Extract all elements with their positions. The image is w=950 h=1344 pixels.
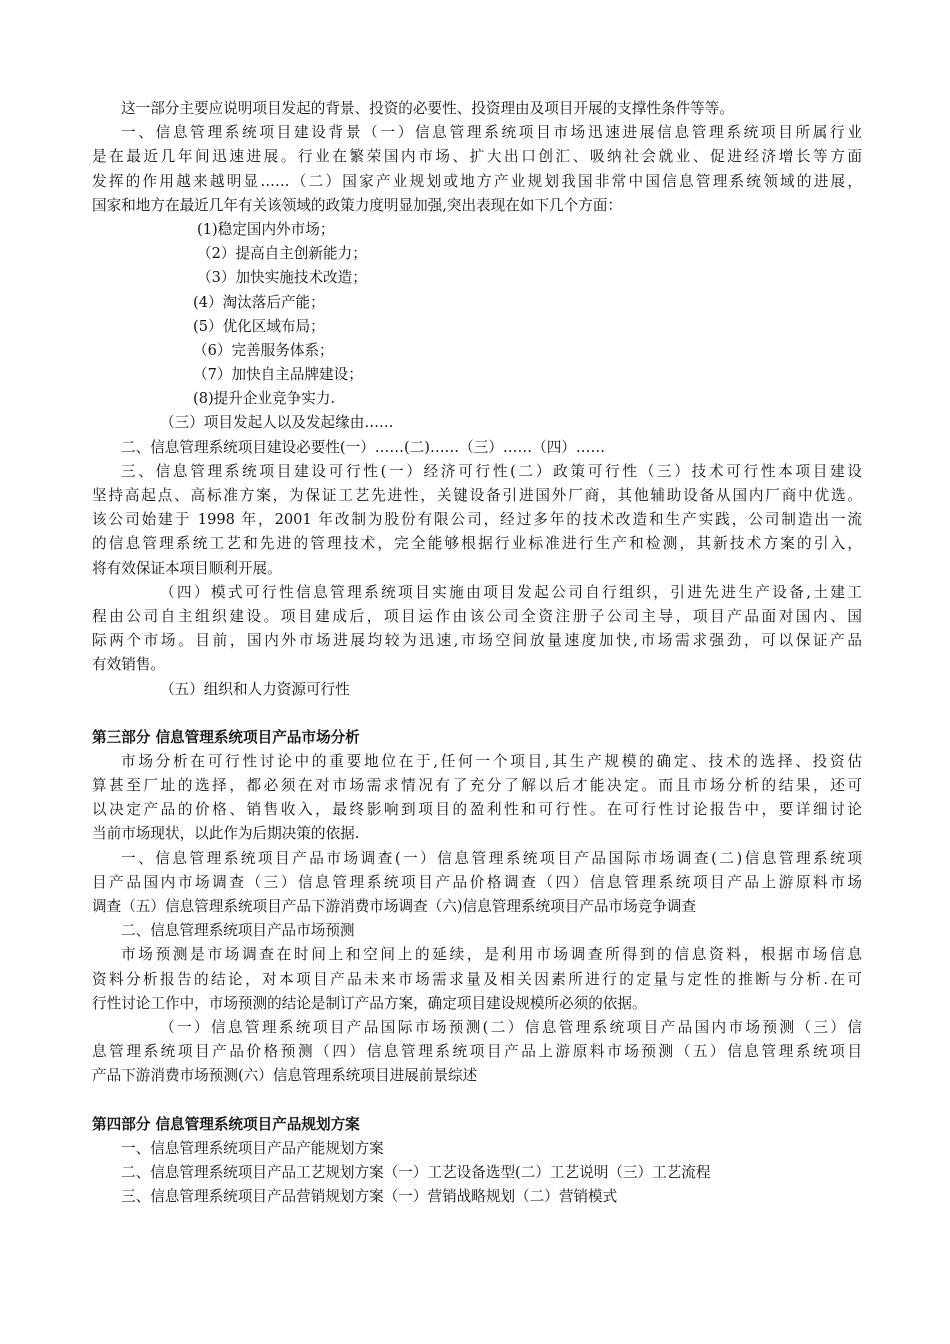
paragraph-line: 以决定产品的价格、销售收入，最终影响到项目的盈利性和可行性。在可行性讨论报告中，要详细讨论 xyxy=(92,801,862,819)
list-item: 三、信息管理系统项目产品营销规划方案（一）营销战略规划（二）营销模式 xyxy=(121,1188,618,1206)
paragraph-line: 产品下游消费市场预测(六）信息管理系统项目进展前景综述 xyxy=(92,1067,478,1085)
paragraph-line: 国家和地方在最近几年有关该领域的政策力度明显加强,突出表现在如下几个方面： xyxy=(92,196,623,214)
list-item: （7）加快自主品牌建设； xyxy=(193,366,363,384)
paragraph-line: 一、信息管理系统项目建设背景（一）信息管理系统项目市场迅速进展信息管理系统项目所属行业 xyxy=(121,124,862,142)
paragraph-line: 际两个市场。目前，国内外市场进展均较为迅速,市场空间放量速度加快,市场需求强劲，可以保证产品 xyxy=(92,632,862,650)
mode-paragraph xyxy=(92,581,862,678)
paragraph-line: （四）模式可行性信息管理系统项目实施由项目发起公司自行组织，引进先进生产设备,土建工 xyxy=(160,583,862,601)
paragraph-line: （一）信息管理系统项目产品国际市场预测(二）信息管理系统项目产品国内市场预测（三）信 xyxy=(160,1018,862,1036)
feasibility-paragraph xyxy=(92,460,862,581)
list-item: 二、信息管理系统项目产品工艺规划方案（一）工艺设备选型(二）工艺说明（三）工艺流程 xyxy=(121,1163,711,1181)
forecast-section: 二、信息管理系统项目产品市场预测 xyxy=(121,922,355,940)
forecast-paragraph xyxy=(92,943,862,1016)
paragraph-line: 资料分析报告的结论，对本项目产品未来市场需求量及相关因素所进行的定量与定性的推断与分析.在可 xyxy=(92,970,862,988)
background-paragraph xyxy=(92,121,862,218)
list-item: (1)稳定国内外市场； xyxy=(197,220,335,238)
section-heading: 第三部分 信息管理系统项目产品市场分析 xyxy=(92,728,360,746)
intro-line: 这一部分主要应说明项目发起的背景、投资的必要性、投资理由及项目开展的支撑性条件等等。 xyxy=(121,100,734,117)
list-item: (8)提升企业竞争实力. xyxy=(193,390,336,408)
market-survey-paragraph xyxy=(92,847,862,920)
paragraph-line: 目产品国内市场调查（三）信息管理系统项目产品价格调查（四）信息管理系统项目产品上游原料市场 xyxy=(92,873,862,891)
market-analysis-paragraph xyxy=(92,750,862,847)
paragraph-line: 是在最近几年间迅速进展。行业在繁荣国内市场、扩大出口创汇、吸纳社会就业、促进经济增长等方面 xyxy=(92,148,862,166)
paragraph-line: 三、信息管理系统项目建设可行性(一）经济可行性(二）政策可行性（三）技术可行性本项目建设 xyxy=(121,462,862,480)
organization-item: （五）组织和人力资源可行性 xyxy=(160,680,350,698)
paragraph-line: 行性讨论工作中，市场预测的结论是制订产品方案，确定项目建设规模所必须的依据。 xyxy=(92,994,647,1012)
list-item: (4）淘汰落后产能； xyxy=(193,293,325,311)
paragraph-line: 市场分析在可行性讨论中的重要地位在于,任何一个项目,其生产规模的确定、技术的选择、投资估 xyxy=(121,752,862,770)
list-item: （2）提高自主创新能力； xyxy=(197,245,367,263)
paragraph-line: 发挥的作用越来越明显……（二）国家产业规划或地方产业规划我国非常中国信息管理系统领域的进展， xyxy=(92,172,862,190)
paragraph-line: 的信息管理系统工艺和先进的管理技术，完全能够根据行业标准进行生产和检测，其新技术方案的引入， xyxy=(92,535,862,553)
paragraph-line: 市场预测是市场调查在时间上和空间上的延续，是利用市场调查所得到的信息资料，根据市场信息 xyxy=(121,946,862,964)
necessity-section: 二、信息管理系统项目建设必要性(一）……(二)……（三）……（四）…… xyxy=(121,438,606,456)
paragraph-line: 算甚至厂址的选择，都必须在对市场需求情况有了充分了解以后才能决定。而且市场分析的结果，还可 xyxy=(92,777,862,795)
section-heading: 第四部分 信息管理系统项目产品规划方案 xyxy=(92,1115,360,1133)
paragraph-line: 有效销售。 xyxy=(92,656,165,674)
document-page xyxy=(92,97,862,1209)
list-item: (5）优化区域布局； xyxy=(193,317,325,335)
paragraph-line: 程由公司自主组织建设。项目建成后，项目运作由该公司全资注册子公司主导，项目产品面对国内、国 xyxy=(92,607,862,625)
paragraph-line: 该公司始建于 1998 年，2001 年改制为股份有限公司，经过多年的技术改造和生产实践，公司制造出一流 xyxy=(92,511,862,529)
paragraph-line: 息管理系统项目产品价格预测（四）信息管理系统项目产品上游原料市场预测（五）信息管理系统项目 xyxy=(92,1043,862,1061)
sponsor-item: （三）项目发起人以及发起缘由…… xyxy=(160,414,394,432)
paragraph-line: 调查（五）信息管理系统项目产品下游消费市场调查（六)信息管理系统项目产品市场竞争调查 xyxy=(92,898,697,915)
paragraph-line: 坚持高起点、高标准方案，为保证工艺先进性，关键设备引进国外厂商，其他辅助设备从国内厂商中优选。 xyxy=(92,487,862,504)
policy-list xyxy=(92,218,862,412)
list-item: 一、信息管理系统项目产品产能规划方案 xyxy=(121,1139,384,1157)
forecast-items-paragraph xyxy=(92,1016,862,1089)
planning-list xyxy=(92,1137,862,1210)
paragraph-line: 一、信息管理系统项目产品市场调查(一）信息管理系统项目产品国际市场调查(二)信息管理系统项 xyxy=(121,849,862,867)
list-item: （3）加快实施技术改造； xyxy=(197,269,367,287)
paragraph-line: 将有效保证本项目顺利开展。 xyxy=(92,559,282,577)
list-item: （6）完善服务体系； xyxy=(193,341,334,359)
paragraph-line: 当前市场现状，以此作为后期决策的依据. xyxy=(92,825,360,843)
